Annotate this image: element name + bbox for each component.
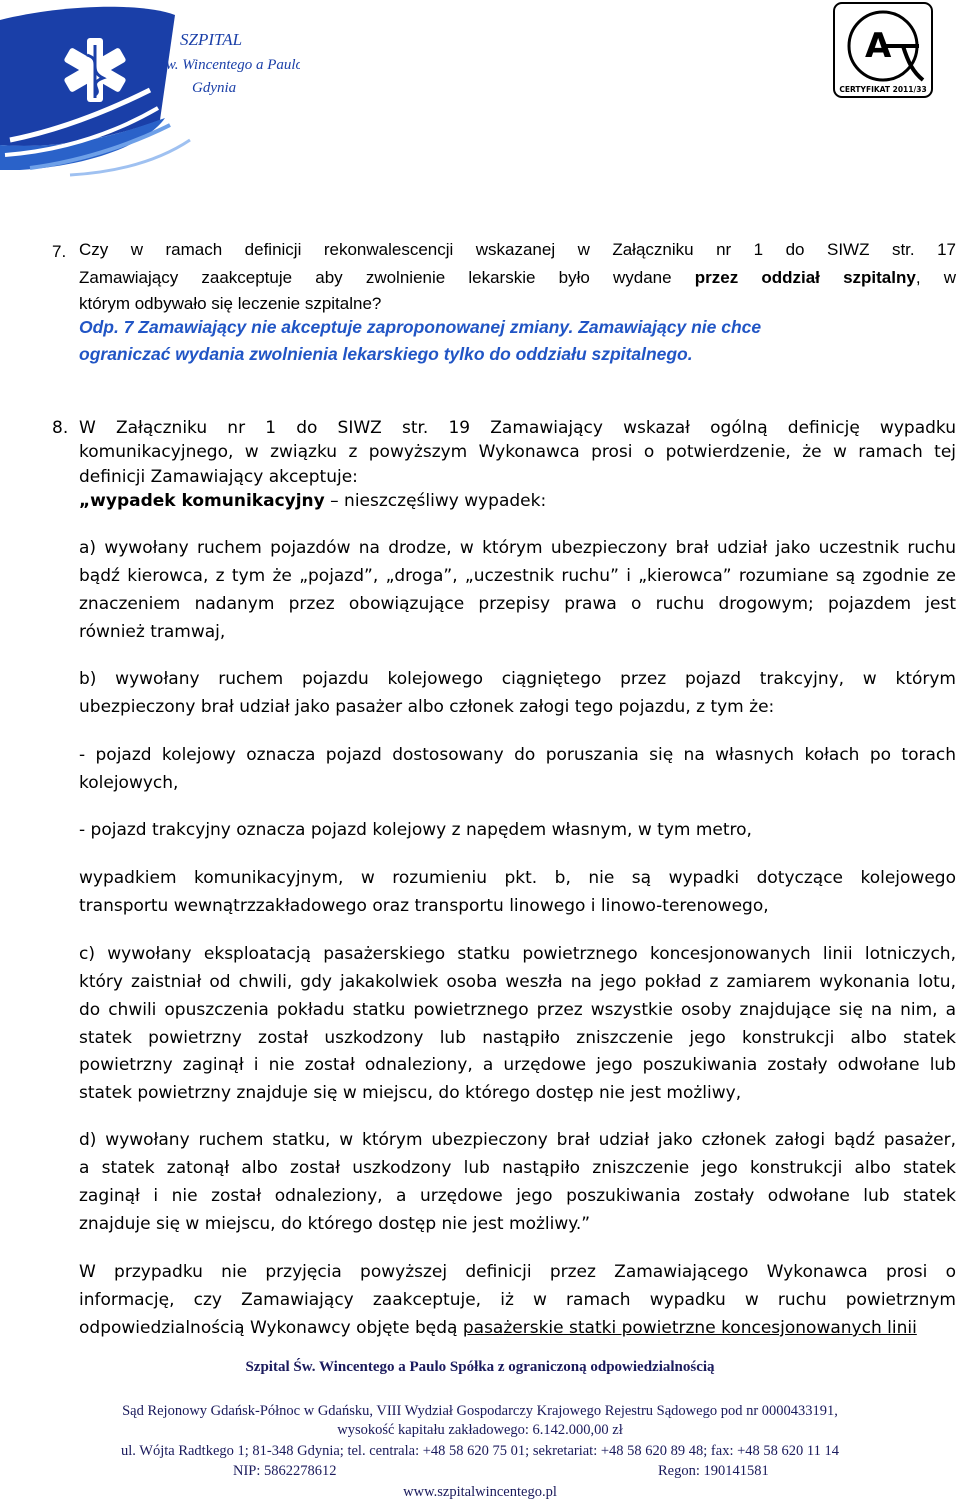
footer-capital: wysokość kapitału zakładowego: 6.142.000,00 zł	[337, 1422, 623, 1438]
q7-number: 7.	[52, 242, 67, 261]
c-line-4: statek powietrzny został uszkodzony lub nastąpiło zniszczenie jego konstrukcji albo statek	[79, 1028, 956, 1048]
final-line-3-underlined: pasażerskie statki powietrzne koncesjonowanych linii	[462, 1318, 917, 1338]
q8-line-1: W Załączniku nr 1 do SIWZ str. 19 Zamawiający wskazał ogólną definicję wypadku	[79, 418, 956, 438]
w-line-1: wypadkiem komunikacyjnym, w rozumieniu pkt. b, nie są wypadki dotyczące kolejowego	[79, 868, 956, 888]
footer-address: ul. Wójta Radtkego 1; 81-348 Gdynia; tel. centrala: +48 58 620 75 01; sekretariat: +48 58 620 89 48; fax: +48 58 620 11 14	[121, 1443, 839, 1459]
final-line-1: W przypadku nie przyjęcia powyższej definicji przez Zamawiającego Wykonawca prosi o	[79, 1262, 956, 1282]
logo-line-3: Gdynia	[192, 80, 237, 96]
q7-line-2b: przez oddział szpitalny	[694, 268, 916, 287]
b-line-2: ubezpieczony brał udział jako pasażer albo członek załogi tego pojazdu, z tym że:	[79, 697, 775, 717]
q7-answer-2: ograniczać wydania zwolnienia lekarskiego tylko do oddziału szpitalnego.	[79, 344, 693, 364]
cert-label: CERTYFIKAT 2011/33	[839, 85, 927, 94]
q8-number: 8.	[52, 418, 69, 438]
footer-website-link[interactable]: www.szpitalwincentego.pl	[403, 1484, 557, 1500]
logo-line-1: SZPITAL	[180, 30, 243, 49]
footer-court: Sąd Rejonowy Gdańsk-Północ w Gdańsku, VIII Wydział Gospodarczy Krajowego Rejestru Sądowego pod nr 0000433191,	[122, 1403, 838, 1419]
d-line-4: znajduje się w miejscu, do którego dostęp nie jest możliwy.”	[79, 1214, 591, 1234]
q8-line-3: definicji Zamawiający akceptuje:	[79, 467, 358, 487]
final-line-2: informację, czy Zamawiający zaakceptuje, iż w ramach wypadku w ruchu powietrznym	[79, 1290, 956, 1310]
q8-definition-rest: – nieszczęśliwy wypadek:	[324, 491, 547, 511]
dash1-line-2: kolejowych,	[79, 773, 179, 793]
footer-regon: Regon: 190141581	[658, 1463, 769, 1479]
q7-line-3: którym odbywało się leczenie szpitalne?	[79, 294, 382, 313]
certificate-logo	[833, 2, 933, 98]
c-line-3: do chwili opuszczenia pokładu statku powietrznego przez wszystkie osoby znajdujące się na nim, a	[79, 1000, 956, 1020]
c-line-5: powietrzny zaginął i nie został odnaleziony, a urzędowe jego poszukiwania zostały odwołane lub	[79, 1055, 956, 1075]
q7-line-2a: Zamawiający zaakceptuje aby zwolnienie lekarskie było wydane	[79, 268, 695, 287]
q8-definition-term: „wypadek komunikacyjny	[79, 491, 325, 511]
q7-line-2	[79, 264, 956, 292]
final-line-3	[79, 1314, 917, 1342]
w-line-2: transportu wewnątrzzakładowego oraz transportu linowego i linowo-terenowego,	[79, 896, 769, 916]
final-line-3a: odpowiedzialnością Wykonawcy objęte będą	[79, 1318, 463, 1338]
d-line-3: zaginął i nie został odnaleziony, a urzędowe jego poszukiwania zostały odwołane lub statek	[79, 1186, 956, 1206]
q7-line-2c: , w	[915, 268, 956, 287]
q8-line-2: komunikacyjnego, w związku z powyższym Wykonawca prosi o potwierdzenie, że w ramach tej	[79, 442, 956, 462]
q7-line-1: Czy w ramach definicji rekonwalescencji wskazanej w Załączniku nr 1 do SIWZ str. 17	[79, 240, 956, 259]
a-line-3: znaczeniem nadanym przez obowiązujące przepisy prawa o ruchu drogowym; pojazdem jest	[79, 594, 956, 614]
a-line-2: bądź kierowca, z tym że „pojazd”, „droga”, „uczestnik ruchu” i „kierowca” rozumiane są zgodnie ze	[79, 566, 956, 586]
c-line-2: który zaistniał od chwili, gdy jakakolwiek osoba weszła na jego pokład z zamiarem wykonania lotu,	[79, 972, 956, 992]
d-line-2: a statek zatonął albo został uszkodzony lub nastąpiło zniszczenie jego konstrukcji albo statek	[79, 1158, 956, 1178]
a-line-1: a) wywołany ruchem pojazdów na drodze, w którym ubezpieczony brał udział jako uczestnik ruchu	[79, 538, 956, 558]
footer-company: Szpital Św. Wincentego a Paulo Spółka z ograniczoną odpowiedzialnością	[245, 1359, 715, 1375]
c-line-6: statek powietrzny znajduje się w miejscu, do którego dostęp nie jest możliwy,	[79, 1083, 742, 1103]
a-line-4: również tramwaj,	[79, 622, 226, 642]
d-line-1: d) wywołany ruchem statku, w którym ubezpieczony brał udział jako członek załogi bądź pasażer,	[79, 1130, 956, 1150]
dash1-line-1: - pojazd kolejowy oznacza pojazd dostosowany do poruszania się na własnych kołach po torach	[79, 745, 956, 765]
b-line-1: b) wywołany ruchem pojazdu kolejowego ciągniętego przez pojazd trakcyjny, w którym	[79, 669, 956, 689]
footer-nip: NIP: 5862278612	[233, 1463, 337, 1479]
dash2-line: - pojazd trakcyjny oznacza pojazd kolejowy z napędem własnym, w tym metro,	[79, 820, 752, 840]
c-line-1: c) wywołany eksploatacją pasażerskiego statku powietrznego koncesjonowanych linii lotniczych,	[79, 944, 956, 964]
svg-text:A: A	[865, 26, 892, 66]
logo-line-2: św. Wincentego a Paulo	[160, 57, 300, 73]
q8-definition-heading	[79, 487, 546, 515]
hospital-logo	[0, 0, 300, 180]
q7-answer-1: Odp. 7 Zamawiający nie akceptuje zaproponowanej zmiany. Zamawiający nie chce	[79, 317, 762, 337]
